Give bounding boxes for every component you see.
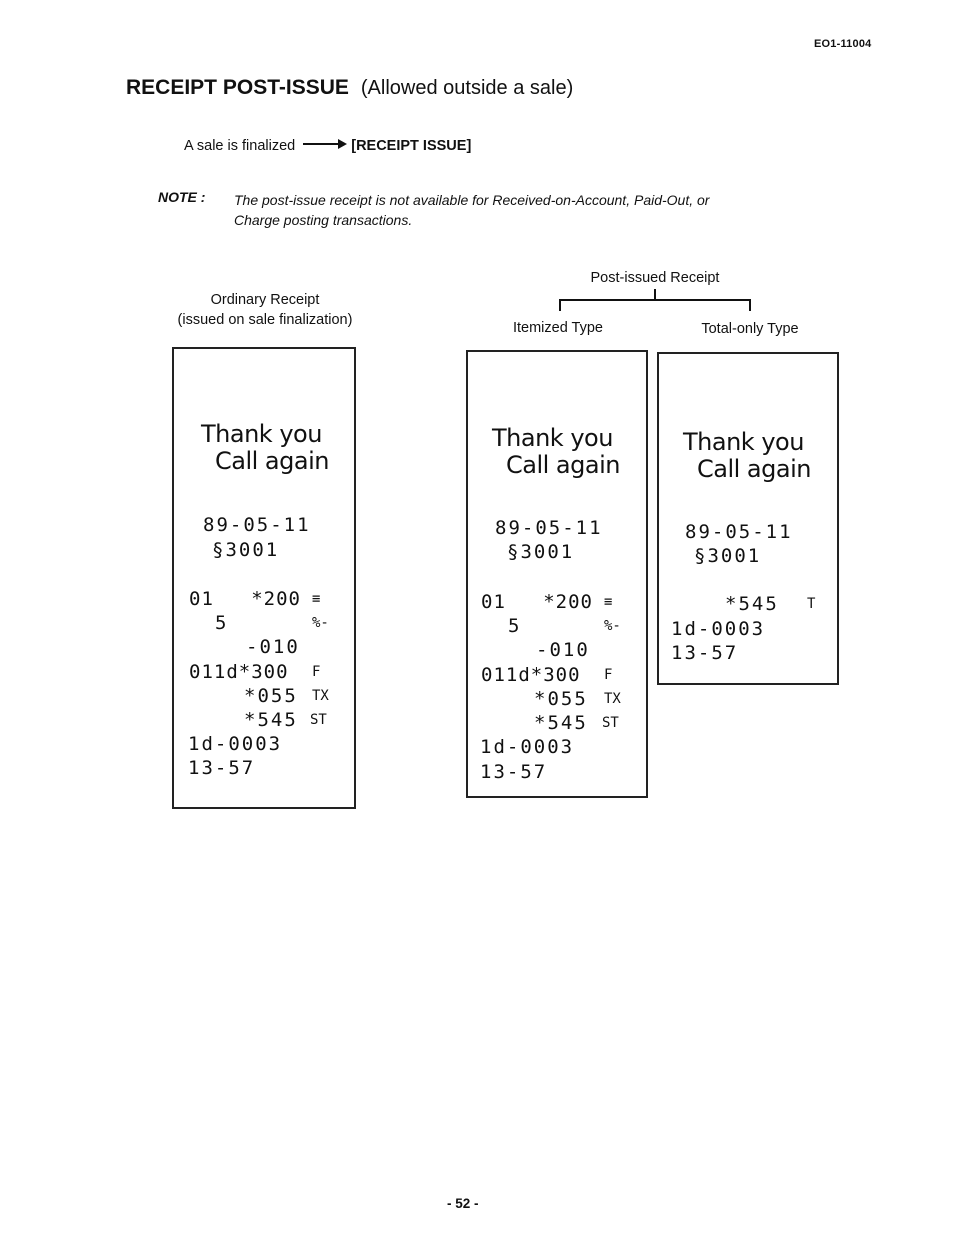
receipt-time: 13-57 [671, 642, 739, 664]
procedure-key: [RECEIPT ISSUE] [351, 138, 472, 154]
itemized-receipt [466, 350, 648, 798]
note-text-line2: Charge posting transactions. [234, 212, 413, 228]
receipt-tax-line: *055 [534, 688, 588, 710]
receipt-code: §3001 [694, 545, 762, 567]
receipt-item-symbol: F [604, 667, 613, 683]
receipt-discount-line: -010 [536, 639, 590, 661]
receipt-greeting [201, 421, 329, 475]
receipt-tax-symbol: TX [312, 688, 329, 704]
arrow-right-icon [303, 143, 345, 145]
document-code: EO1-11004 [814, 38, 872, 50]
receipt-date: 89-05-11 [495, 517, 603, 539]
greeting-line1: Thank you [492, 424, 613, 452]
receipt-item-symbol: F [312, 664, 321, 680]
receipt-consecutive-number: 1d-0003 [671, 618, 766, 640]
receipt-item-line: 011d*300 [481, 664, 581, 686]
receipt-discount-line: -010 [246, 636, 300, 658]
note-label: NOTE : [158, 189, 206, 205]
greeting-line2: Call again [697, 455, 811, 483]
receipt-tax-line: *055 [244, 685, 298, 707]
page-number: - 52 - [447, 1196, 479, 1211]
post-issued-caption: Post-issued Receipt [590, 270, 720, 286]
greeting-line1: Thank you [683, 428, 804, 456]
receipt-percent-line: 5 [508, 615, 522, 637]
receipt-greeting [492, 425, 620, 479]
total-only-receipt [657, 352, 839, 685]
receipt-percent-symbol: %- [312, 615, 329, 631]
receipt-total-symbol: ST [602, 715, 619, 731]
note-text [234, 190, 824, 230]
receipt-code: §3001 [212, 539, 280, 561]
bracket-right-leg [749, 299, 751, 311]
ordinary-caption-line1: Ordinary Receipt [210, 292, 320, 308]
receipt-item-line: 011d*300 [189, 661, 289, 683]
receipt-total-symbol: T [807, 596, 816, 612]
receipt-item-line: 01 *200 [481, 591, 593, 613]
greeting-line2: Call again [506, 451, 620, 479]
receipt-time: 13-57 [188, 757, 256, 779]
receipt-total-line: *545 [725, 593, 779, 615]
itemized-type-caption: Itemized Type [512, 320, 603, 336]
page-title-bold: RECEIPT POST-ISSUE [126, 76, 349, 99]
bracket-bar [559, 299, 751, 301]
page-title [126, 76, 573, 100]
greeting-line2: Call again [215, 447, 329, 475]
bracket-left-leg [559, 299, 561, 311]
receipt-total-symbol: ST [310, 712, 327, 728]
receipt-total-line: *545 [244, 709, 298, 731]
receipt-percent-symbol: %- [604, 618, 621, 634]
receipt-item-symbol: ≡ [604, 594, 613, 610]
greeting-line1: Thank you [201, 420, 322, 448]
receipt-tax-symbol: TX [604, 691, 621, 707]
procedure-line [184, 138, 471, 154]
ordinary-receipt [172, 347, 356, 809]
receipt-date: 89-05-11 [203, 514, 311, 536]
note-text-line1: The post-issue receipt is not available for Received-on-Account, Paid-Out, or [234, 192, 710, 208]
ordinary-caption-line2: (issued on sale finalization) [177, 312, 353, 328]
receipt-code: §3001 [507, 541, 575, 563]
receipt-consecutive-number: 1d-0003 [188, 733, 283, 755]
receipt-date: 89-05-11 [685, 521, 793, 543]
receipt-time: 13-57 [480, 761, 548, 783]
receipt-item-line: 01 *200 [189, 588, 301, 610]
receipt-consecutive-number: 1d-0003 [480, 736, 575, 758]
receipt-total-line: *545 [534, 712, 588, 734]
receipt-item-symbol: ≡ [312, 591, 321, 607]
total-only-type-caption: Total-only Type [701, 321, 799, 337]
page-title-qualifier: (Allowed outside a sale) [360, 77, 574, 99]
receipt-percent-line: 5 [215, 612, 229, 634]
receipt-greeting [683, 429, 811, 483]
ordinary-receipt-caption [150, 290, 380, 330]
procedure-condition: A sale is finalized [184, 138, 296, 154]
